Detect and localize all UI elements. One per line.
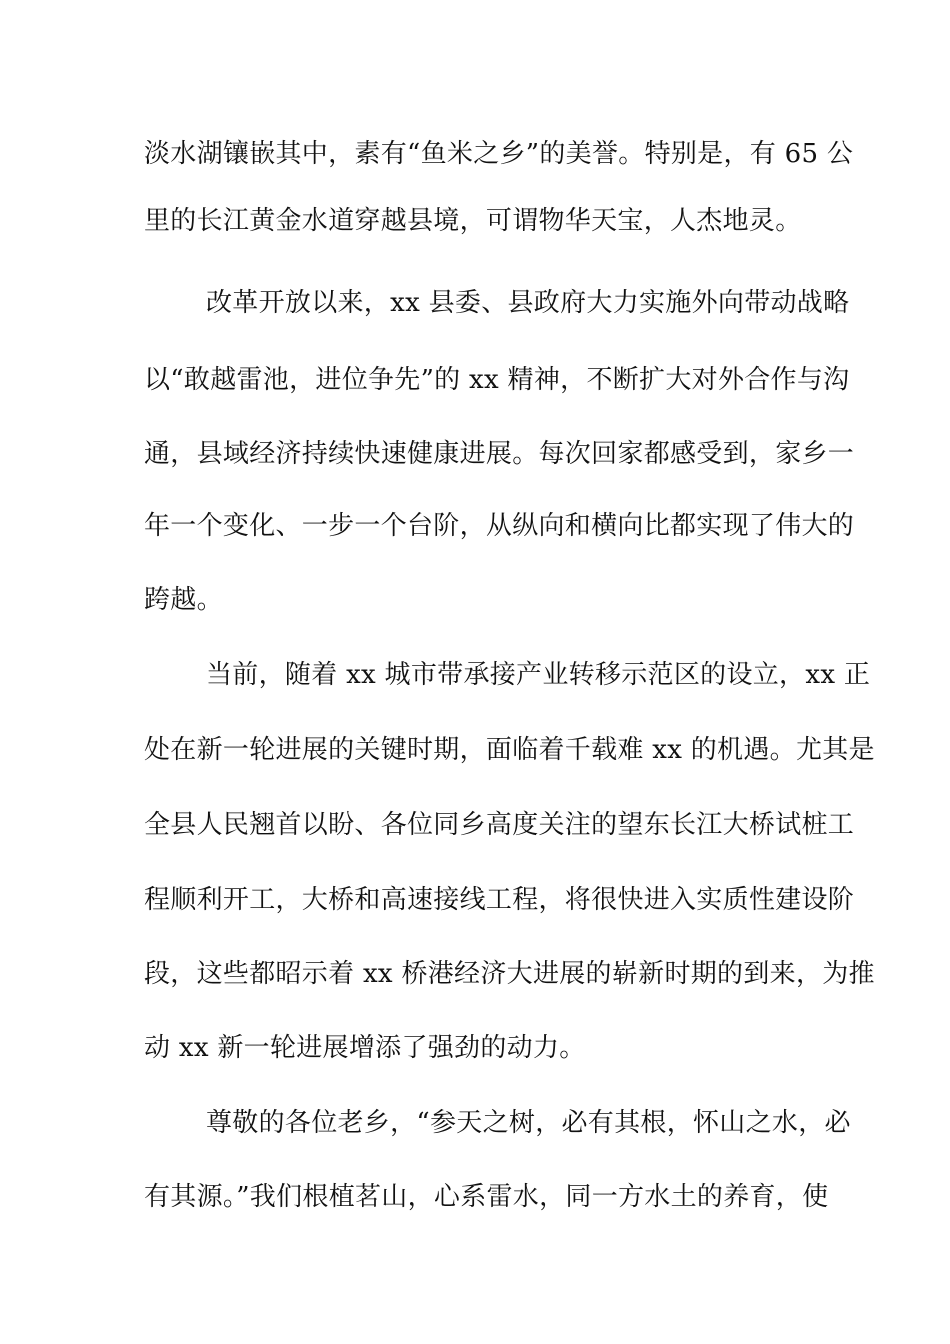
text-line: 淡水湖镶嵌其中，素有“鱼米之乡”的美誉。特别是，有 65 公: [144, 139, 854, 169]
text-line: 跨越。: [144, 585, 223, 615]
text-line: 段，这些都昭示着 xx 桥港经济大进展的崭新时期的到来，为推: [144, 959, 875, 989]
paragraph-start-line: 当前，随着 xx 城市带承接产业转移示范区的设立，xx 正: [206, 660, 871, 690]
text-line: 以“敢越雷池，进位争先”的 xx 精神，不断扩大对外合作与沟: [144, 365, 850, 395]
text-line: 程顺利开工，大桥和高速接线工程，将很快进入实质性建设阶: [144, 885, 855, 915]
text-line: 全县人民翘首以盼、各位同乡高度关注的望东长江大桥试桩工: [144, 810, 855, 840]
text-line: 动 xx 新一轮进展增添了强劲的动力。: [144, 1033, 586, 1063]
text-line: 年一个变化、一步一个台阶，从纵向和横向比都实现了伟大的: [144, 511, 855, 541]
text-line: 有其源。”我们根植茗山，心系雷水，同一方水土的养育，使: [144, 1182, 829, 1212]
text-line: 通，县域经济持续快速健康进展。每次回家都感受到，家乡一: [144, 439, 855, 469]
paragraph-start-line: 改革开放以来，xx 县委、县政府大力实施外向带动战略: [206, 288, 850, 318]
text-line: 里的长江黄金水道穿越县境，可谓物华天宝，人杰地灵。: [144, 206, 802, 236]
paragraph-start-line: 尊敬的各位老乡，“参天之树，必有其根，怀山之水，必: [206, 1108, 851, 1138]
text-line: 处在新一轮进展的关键时期，面临着千载难 xx 的机遇。尤其是: [144, 735, 875, 765]
